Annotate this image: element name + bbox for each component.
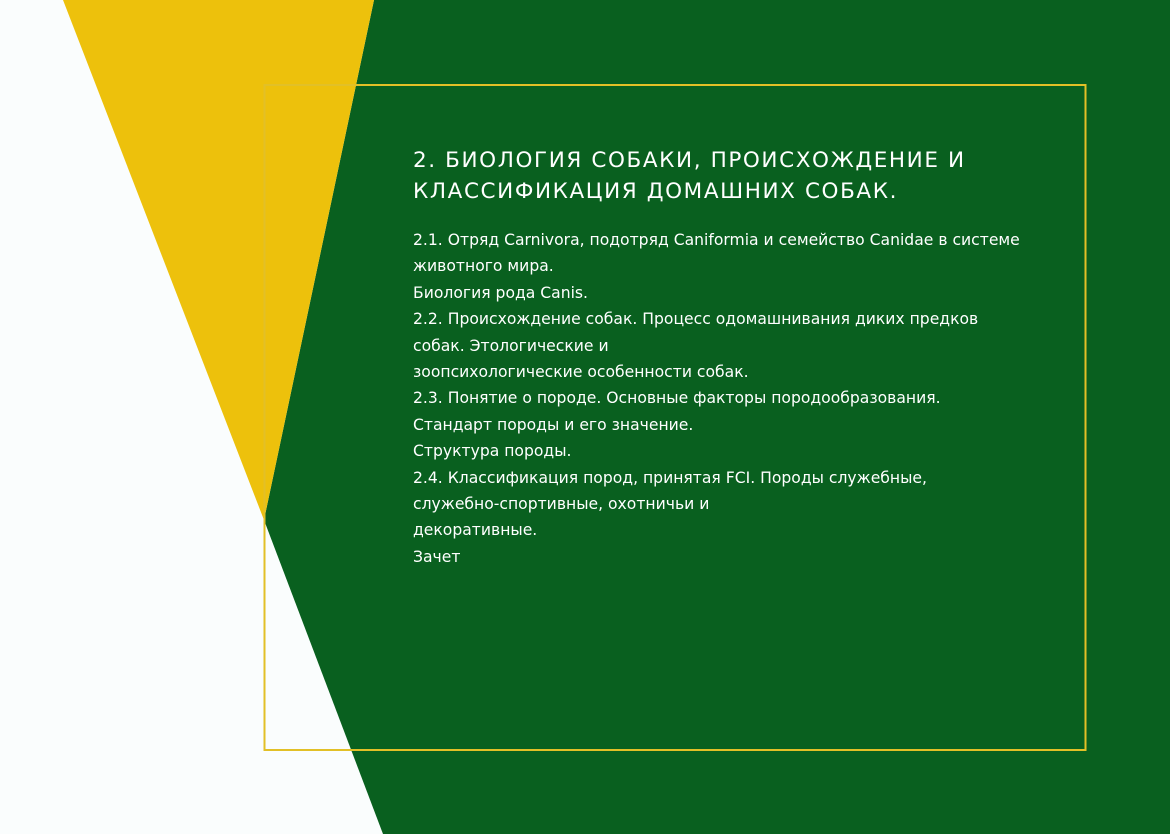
topic-line: зоопсихологические особенности собак. [413, 363, 749, 382]
topic-line: 2.3. Понятие о породе. Основные факторы породообразования. [413, 389, 941, 408]
topic-line: животного мира. [413, 257, 554, 276]
topic-line: 2.1. Отряд Carnivora, подотряд Caniformia и семейство Canidae в системе [413, 231, 1020, 249]
slide-title: 2. БИОЛОГИЯ СОБАКИ, ПРОИСХОЖДЕНИЕ И КЛАССИФИКАЦИЯ ДОМАШНИХ СОБАК. [413, 148, 966, 204]
topic-line: Стандарт породы и его значение. [413, 415, 694, 434]
topic-line: 2.4. Классификация пород, принятая FCI. Породы служебные, [413, 468, 927, 487]
content-block [413, 145, 1053, 570]
topic-line: собак. Этологические и [413, 336, 609, 355]
topic-line: 2.2. Происхождение собак. Процесс одомашнивания диких предков [413, 310, 979, 329]
topic-line: декоративные. [413, 521, 538, 540]
topic-line: Биология рода Canis. [413, 283, 589, 302]
topic-line: Структура породы. [413, 442, 572, 461]
topic-line: служебно-спортивные, охотничьи и [413, 495, 710, 514]
topic-list [413, 227, 1053, 570]
topic-line: Зачет [413, 547, 461, 566]
